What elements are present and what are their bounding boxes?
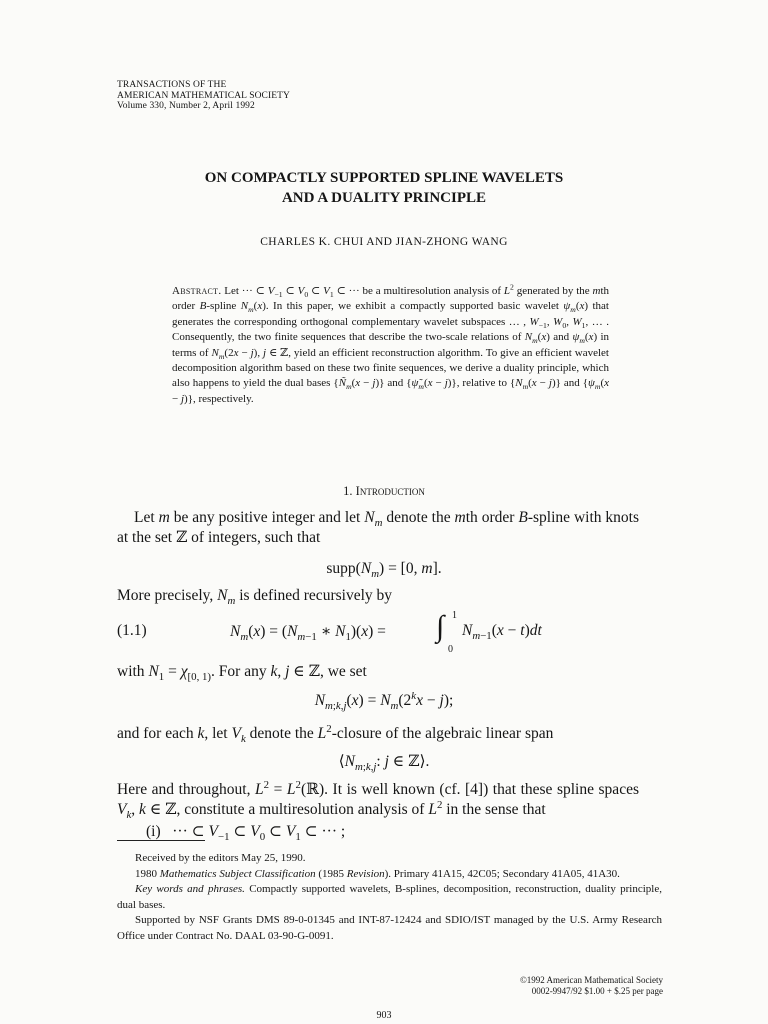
intro-paragraph-1: Let m be any positive integer and let $N_m$ denote the mth order B-spline with knots at the set ℤ of integers, such that (117, 509, 640, 546)
footnote-msc: 1980 Mathematics Subject Classification (1985 Revision). Primary 41A15, 42C05; Secondary 41A05, 41A30. (135, 867, 620, 880)
copyright-line1: ©1992 American Mathematical Society (519, 975, 663, 985)
copyright-notice (470, 975, 663, 997)
authors: CHARLES K. CHUI AND JIAN-ZHONG WANG (260, 236, 508, 248)
title-line1: ON COMPACTLY SUPPORTED SPLINE WAVELETS (204, 170, 564, 186)
intro-sentence-n1: with $N_1 = \chi_{[0, 1)}$. For any k, j ∈ ℤ, we set (117, 663, 367, 684)
intro-paragraph-2: Here and throughout, $L^2$ = $L^2(ℝ)$. It is well known (cf. [4]) that these spline spaces $V_k$, k ∈ ℤ, constitute a multiresolution analysis of $L^2$ in the sense that (117, 778, 639, 822)
equation-span: $⟨N_{m;k,j}$: j ∈ ℤ⟩. (338, 753, 430, 774)
section-heading (0, 484, 768, 499)
footnotes (117, 851, 662, 944)
paper-title (0, 168, 768, 208)
section-title: Introduction (355, 484, 425, 498)
section-number: 1. (343, 484, 353, 498)
intro-sentence-vk: and for each k, let $V_k$ denote the $L^2$-closure of the algebraic linear span (117, 722, 554, 746)
footnote-keywords: Key words and phrases. Compactly supported wavelets, B-splines, decomposition, reconstruction, duality principle, dual bases. (117, 883, 662, 911)
journal-volume: Volume 330, Number 2, April 1992 (117, 101, 255, 111)
equation-support: $supp(N_m) = [0$, m]. (326, 560, 442, 581)
property-i: (i) ··· ⊂ $V_{-1}$ ⊂ $V_0$ ⊂ $V_1$ ⊂ ··· ; (146, 823, 346, 844)
title-line2: AND A DUALITY PRINCIPLE (281, 190, 487, 206)
footnote-divider (117, 840, 205, 841)
equation-number-1-1: (1.1) (117, 622, 147, 639)
abstract-label: Abstract. (172, 285, 222, 297)
abstract: Abstract. Let ··· ⊂ $V_{-1}$ ⊂ $V_0$ ⊂ $V_1$ ⊂ ··· be a multiresolution analysis of $L^2$ generated by the mth order B-spline $N_m(x)$. In this paper, we exhibit a compactly supported basic wavelet $\psi_m(x)$ that generates the corresponding orthogonal complementary wavelet subspaces … , $W_{-1}$, $W_0$, $W_1$, … . Consequently, the two finite sequences that describe the two-scale relations of $N_m(x)$ and $\psi_m(x)$ in terms of $N_m(2x - j)$, j ∈ ℤ, yield an efficient reconstruction algorithm. To give an efficient wavelet decomposition algorithm based on these two finite sequences, we derive a duality principle, which also happens to yield the dual bases $\{Ñ_m(x - j)\}$ and $\{\psĩ_m(x - j)\}$, relative to $\{N_m(x - j)\}$ and $\{\psi_m(x - j)\}$, respectively. (172, 282, 610, 405)
footnote-support: Supported by NSF Grants DMS 89-0-01345 and INT-87-12424 and SDIO/IST managed by the U.S. Army Research Office under Contract No. DAAL 03-90-G-0091. (117, 914, 662, 942)
equation-nmkj: $N_{m;k,j}(x) = N_m(2^kx - j)$; (314, 689, 454, 713)
page-number: 903 (376, 1010, 392, 1021)
journal-name-line2: AMERICAN MATHEMATICAL SOCIETY (117, 90, 291, 101)
intro-sentence-recursive: More precisely, $N_m$ is defined recursively by (117, 587, 393, 608)
footnote-received: Received by the editors May 25, 1990. (135, 852, 306, 864)
equation-1-1: $N_m(x) = (N_{m-1}$ ∗ $N_1)(x)$ = ∫ 1 0 $N_{m-1}(x - t)dt$ (230, 610, 542, 655)
copyright-line2: 0002-9947/92 $1.00 + $.25 per page (531, 986, 663, 996)
journal-name-line1: TRANSACTIONS OF THE (117, 80, 227, 90)
journal-header (117, 80, 290, 112)
